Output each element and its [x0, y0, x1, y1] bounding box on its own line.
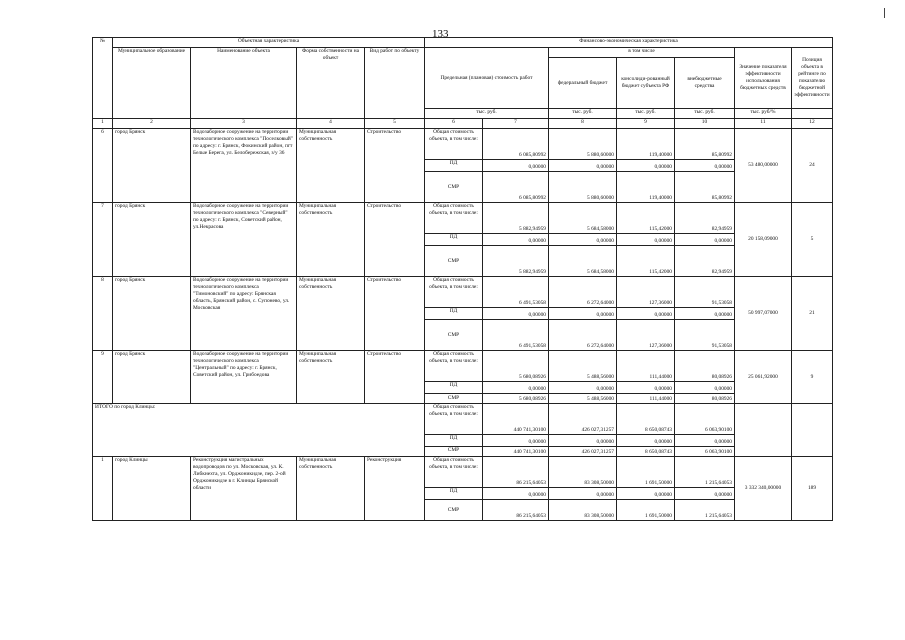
pd-value: 0,00000 — [675, 160, 735, 172]
header-limit-cost: Предельная (плановая) стоимость работ — [425, 48, 549, 109]
total-cost-value: 127,36000 — [617, 277, 675, 308]
column-number: 1 — [93, 119, 113, 129]
object-klintsy-city: город Клинцы — [113, 457, 191, 521]
column-number: 8 — [549, 119, 617, 129]
total-cost-value: 115,42000 — [617, 203, 675, 234]
total-cost-value: 5 488,56000 — [549, 351, 617, 382]
total-cost-value: 91,53058 — [675, 277, 735, 308]
itogo-smr-value: 6 063,90100 — [675, 447, 735, 457]
object-3-name: Водозаборное сооружение на территории технологического комплекса "Тимоновский" по адресу: Брянская область, Брянский район, с. Супонево, ул. Московская — [191, 277, 297, 351]
itogo-rank-empty — [792, 404, 833, 457]
smr-value: 127,36000 — [617, 320, 675, 351]
smr-value: 5 880,60000 — [549, 172, 617, 203]
object-1-ownership: Муниципальная собственность — [297, 129, 365, 203]
smr-value: 119,40000 — [617, 172, 675, 203]
pd-value: 0,00000 — [617, 308, 675, 320]
header-municipality: Муниципальное образование — [113, 48, 191, 119]
smr-value: 5 488,56000 — [549, 394, 617, 404]
total-cost-value: 6 491,53058 — [483, 277, 549, 308]
total-cost-value: 1 215,64053 — [675, 457, 735, 488]
pd-value: 0,00000 — [617, 160, 675, 172]
smr-label: СМР — [425, 500, 483, 521]
object-4-efficiency: 25 061,92000 — [735, 351, 792, 404]
unit-extrabudget: тыс. руб. — [675, 109, 735, 119]
object-klintsy-ownership: Муниципальная собственность — [297, 457, 365, 521]
object-4-name: Водозаборное сооружение на территории технологического комплекса "Центральный" по адресу: г. Брянск, Советский район, ул. Грибоедова — [191, 351, 297, 404]
object-3-rank: 21 — [792, 277, 833, 351]
total-cost-value: 119,40000 — [617, 129, 675, 160]
header-efficiency: Значение показателя эффективности использования бюджетных средств — [735, 48, 792, 109]
pd-value: 0,00000 — [549, 234, 617, 246]
object-2-name: Водозаборное сооружение на территории технологического комплекса "Северный" по адресу: г. Брянск, Советский район, ул.Некрасова — [191, 203, 297, 277]
header-including: в том числе — [549, 48, 735, 58]
object-1-city: город Брянск — [113, 129, 191, 203]
column-number: 12 — [792, 119, 833, 129]
pd-label: ПД — [425, 160, 483, 172]
object-1-rank: 24 — [792, 129, 833, 203]
itogo-pd-value: 0,00000 — [549, 435, 617, 447]
smr-value: 5 882,94959 — [483, 246, 549, 277]
header-extrabudget: внебюджетные средства — [675, 58, 735, 109]
unit-consolidated: тыс. руб. — [617, 109, 675, 119]
column-number: 2 — [113, 119, 191, 129]
object-klintsy-rank: 189 — [792, 457, 833, 521]
total-cost-label: Общая стоимость объекта, в том числе: — [425, 277, 483, 308]
total-cost-value: 80,08926 — [675, 351, 735, 382]
column-number: 4 — [297, 119, 365, 129]
object-2-ownership: Муниципальная собственность — [297, 203, 365, 277]
object-1-work-type: Строительство — [365, 129, 425, 203]
smr-value: 1 691,50000 — [617, 500, 675, 521]
pd-value: 0,00000 — [483, 160, 549, 172]
pd-value: 0,00000 — [617, 234, 675, 246]
object-3-efficiency: 50 997,07000 — [735, 277, 792, 351]
page-number: 133 — [432, 28, 449, 40]
unit-efficiency: тыс. руб/% — [735, 109, 792, 119]
unit-rank-empty — [792, 109, 833, 119]
header-num: № — [93, 38, 113, 119]
itogo-total-value: 8 650,08743 — [617, 404, 675, 435]
itogo-smr-value: 440 741,30100 — [483, 447, 549, 457]
object-2-work-type: Строительство — [365, 203, 425, 277]
pd-value: 0,00000 — [675, 308, 735, 320]
header-fin-char: Финансово-экономическая характеристика — [425, 38, 833, 48]
object-klintsy-name: Реконструкция магистральных водопроводов по ул. Московская, ул. К. Либкнехта, ул. Орджоникидзе, пер. 2-ой Орджоникидзе в г. Клинцы Брянской области — [191, 457, 297, 521]
total-cost-value: 5 882,94959 — [483, 203, 549, 234]
object-2-city: город Брянск — [113, 203, 191, 277]
smr-value: 80,08926 — [675, 394, 735, 404]
itogo-pd-value: 0,00000 — [617, 435, 675, 447]
total-cost-value: 85,80992 — [675, 129, 735, 160]
unit-limit: тыс. руб. — [425, 109, 549, 119]
column-number: 6 — [425, 119, 483, 129]
object-3-work-type: Строительство — [365, 277, 425, 351]
object-3-num: 8 — [93, 277, 113, 351]
smr-value: 86 215,64053 — [483, 500, 549, 521]
pd-value: 0,00000 — [483, 308, 549, 320]
itogo-label: ИТОГО по город Клинцы: — [93, 404, 425, 457]
itogo-smr-value: 8 650,08743 — [617, 447, 675, 457]
total-cost-value: 83 308,50000 — [549, 457, 617, 488]
smr-value: 5 684,58000 — [549, 246, 617, 277]
total-cost-value: 6 272,64000 — [549, 277, 617, 308]
pd-label: ПД — [425, 435, 483, 447]
investment-table — [92, 37, 833, 521]
itogo-total-value: 426 027,31257 — [549, 404, 617, 435]
header-ownership: Форма собственности на объект — [297, 48, 365, 119]
pd-value: 0,00000 — [675, 234, 735, 246]
column-number: 5 — [365, 119, 425, 129]
object-4-num: 9 — [93, 351, 113, 404]
smr-label: СМР — [425, 394, 483, 404]
column-number: 9 — [617, 119, 675, 129]
pd-label: ПД — [425, 308, 483, 320]
pd-value: 0,00000 — [549, 382, 617, 394]
header-rank: Позиция объекта в рейтинге по показателю бюджетной эффективности — [792, 48, 833, 109]
column-number: 10 — [675, 119, 735, 129]
total-cost-label: Общая стоимость объекта, в том числе: — [425, 129, 483, 160]
object-1-efficiency: 53 480,00000 — [735, 129, 792, 203]
pd-label: ПД — [425, 234, 483, 246]
column-number: 7 — [483, 119, 549, 129]
pd-value: 0,00000 — [483, 382, 549, 394]
total-cost-value: 6 085,80992 — [483, 129, 549, 160]
smr-value: 1 215,64053 — [675, 500, 735, 521]
total-cost-value: 111,44000 — [617, 351, 675, 382]
object-4-rank: 9 — [792, 351, 833, 404]
pd-value: 0,00000 — [483, 488, 549, 500]
object-1-name: Водозаборное сооружение на территории технологического комплекса "Поселковый" по адресу: г. Брянск, Фокинский район, пгт Белые Берега, ул. Белобережская, з/у 36 — [191, 129, 297, 203]
object-klintsy-work-type: Реконструкция — [365, 457, 425, 521]
itogo-total-value: 6 063,90100 — [675, 404, 735, 435]
total-cost-value: 5 680,08926 — [483, 351, 549, 382]
pd-value: 0,00000 — [617, 382, 675, 394]
pd-value: 0,00000 — [549, 160, 617, 172]
pd-value: 0,00000 — [483, 234, 549, 246]
total-cost-label: Общая стоимость объекта, в том числе: — [425, 203, 483, 234]
header-work-type: Вид работ по объекту — [365, 48, 425, 119]
object-4-work-type: Строительство — [365, 351, 425, 404]
smr-label: СМР — [425, 447, 483, 457]
total-cost-value: 5 880,60000 — [549, 129, 617, 160]
pd-value: 0,00000 — [549, 308, 617, 320]
pd-label: ПД — [425, 488, 483, 500]
pd-value: 0,00000 — [617, 488, 675, 500]
object-1-num: 6 — [93, 129, 113, 203]
smr-value: 83 308,50000 — [549, 500, 617, 521]
itogo-efficiency-empty — [735, 404, 792, 457]
smr-value: 85,80992 — [675, 172, 735, 203]
page-edge-mark — [884, 8, 885, 18]
total-cost-value: 82,94959 — [675, 203, 735, 234]
column-number: 11 — [735, 119, 792, 129]
object-2-rank: 5 — [792, 203, 833, 277]
total-cost-label: Общая стоимость объекта, в том числе: — [425, 404, 483, 435]
smr-value: 6 272,64000 — [549, 320, 617, 351]
unit-federal: тыс. руб. — [549, 109, 617, 119]
object-klintsy-efficiency: 3 332 340,00000 — [735, 457, 792, 521]
smr-value: 6 491,53058 — [483, 320, 549, 351]
total-cost-value: 1 691,50000 — [617, 457, 675, 488]
total-cost-label: Общая стоимость объекта, в том числе: — [425, 457, 483, 488]
pd-value: 0,00000 — [675, 382, 735, 394]
pd-label: ПД — [425, 382, 483, 394]
object-3-ownership: Муниципальная собственность — [297, 277, 365, 351]
object-4-ownership: Муниципальная собственность — [297, 351, 365, 404]
header-object-name: Наименование объекта — [191, 48, 297, 119]
smr-value: 5 680,08926 — [483, 394, 549, 404]
header-federal: федеральный бюджет — [549, 58, 617, 109]
object-2-num: 7 — [93, 203, 113, 277]
itogo-smr-value: 426 027,31257 — [549, 447, 617, 457]
pd-value: 0,00000 — [675, 488, 735, 500]
header-object-char: Объектная характеристика — [113, 38, 425, 48]
smr-label: СМР — [425, 172, 483, 203]
itogo-total-value: 440 741,30100 — [483, 404, 549, 435]
smr-value: 115,42000 — [617, 246, 675, 277]
object-3-city: город Брянск — [113, 277, 191, 351]
total-cost-value: 5 684,58000 — [549, 203, 617, 234]
pd-value: 0,00000 — [549, 488, 617, 500]
smr-value: 82,94959 — [675, 246, 735, 277]
smr-value: 6 085,80992 — [483, 172, 549, 203]
object-2-efficiency: 20 158,09000 — [735, 203, 792, 277]
object-klintsy-num: 1 — [93, 457, 113, 521]
itogo-pd-value: 0,00000 — [675, 435, 735, 447]
object-4-city: город Брянск — [113, 351, 191, 404]
total-cost-value: 86 215,64053 — [483, 457, 549, 488]
smr-value: 111,44000 — [617, 394, 675, 404]
itogo-pd-value: 0,00000 — [483, 435, 549, 447]
header-consolidated: консолиди-рованный бюджет субъекта РФ — [617, 58, 675, 109]
smr-label: СМР — [425, 320, 483, 351]
smr-label: СМР — [425, 246, 483, 277]
column-number: 3 — [191, 119, 297, 129]
smr-value: 91,53058 — [675, 320, 735, 351]
total-cost-label: Общая стоимость объекта, в том числе: — [425, 351, 483, 382]
